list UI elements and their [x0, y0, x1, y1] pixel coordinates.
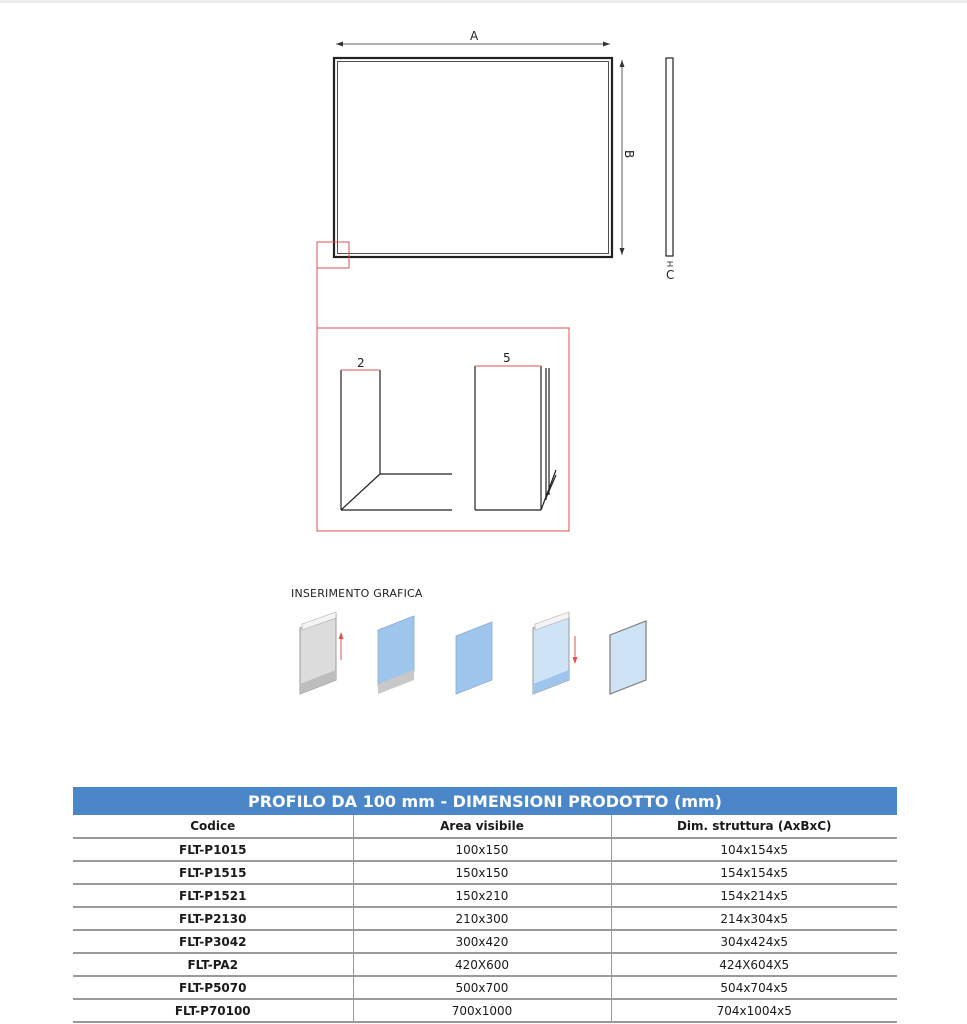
- table-row: [73, 907, 897, 930]
- table-row: [73, 999, 897, 1022]
- column-header-codice: Codice: [73, 815, 353, 838]
- dimension-a-label: A: [470, 29, 479, 43]
- dimension-c-marker: [667, 262, 673, 266]
- detail-box: [317, 328, 569, 531]
- cell-codice: FLT-P5070: [73, 976, 353, 999]
- profile-2mm-drawing: [341, 370, 452, 510]
- cell-area-visibile: 420X600: [353, 953, 611, 976]
- frame-inner-edge: [338, 62, 609, 254]
- cell-dim-struttura: 154x154x5: [611, 861, 897, 884]
- table-row: [73, 953, 897, 976]
- insert-step-1: [300, 612, 344, 694]
- cell-area-visibile: 300x420: [353, 930, 611, 953]
- cell-dim-struttura: 504x704x5: [611, 976, 897, 999]
- column-header-dim-struttura: Dim. struttura (AxBxC): [611, 815, 897, 838]
- cell-codice: FLT-P1515: [73, 861, 353, 884]
- dimension-c-label: C: [666, 268, 675, 282]
- cell-area-visibile: 210x300: [353, 907, 611, 930]
- cell-codice: FLT-P2130: [73, 907, 353, 930]
- insert-step-4: [533, 612, 578, 694]
- insert-step-2: [378, 616, 414, 694]
- table-row: [73, 838, 897, 861]
- profile-5mm-label: 5: [503, 351, 511, 365]
- dimension-b-label: B: [622, 150, 636, 159]
- cell-codice: FLT-P3042: [73, 930, 353, 953]
- table-row: [73, 930, 897, 953]
- cell-dim-struttura: 704x1004x5: [611, 999, 897, 1022]
- cell-area-visibile: 150x150: [353, 861, 611, 884]
- insert-step-3: [456, 622, 492, 694]
- cell-area-visibile: 500x700: [353, 976, 611, 999]
- cell-dim-struttura: 214x304x5: [611, 907, 897, 930]
- table-row: [73, 884, 897, 907]
- insert-step-5: [610, 621, 646, 694]
- cell-dim-struttura: 104x154x5: [611, 838, 897, 861]
- profile-5mm-drawing: [475, 366, 556, 510]
- cell-area-visibile: 150x210: [353, 884, 611, 907]
- cell-dim-struttura: 154x214x5: [611, 884, 897, 907]
- cell-codice: FLT-P70100: [73, 999, 353, 1022]
- product-dimensions-table: [73, 787, 897, 1023]
- table-row: [73, 976, 897, 999]
- cell-dim-struttura: 304x424x5: [611, 930, 897, 953]
- column-header-area-visibile: Area visibile: [353, 815, 611, 838]
- cell-dim-struttura: 424X604X5: [611, 953, 897, 976]
- frame-side-view: [666, 58, 673, 256]
- table-title: PROFILO DA 100 mm - DIMENSIONI PRODOTTO (mm): [73, 787, 897, 815]
- cell-area-visibile: 100x150: [353, 838, 611, 861]
- table-row: [73, 861, 897, 884]
- cell-area-visibile: 700x1000: [353, 999, 611, 1022]
- cell-codice: FLT-P1521: [73, 884, 353, 907]
- frame-front-view: [334, 58, 612, 257]
- cell-codice: FLT-P1015: [73, 838, 353, 861]
- cell-codice: FLT-PA2: [73, 953, 353, 976]
- graphic-insertion-title: INSERIMENTO GRAFICA: [291, 587, 423, 600]
- profile-2mm-label: 2: [357, 356, 365, 370]
